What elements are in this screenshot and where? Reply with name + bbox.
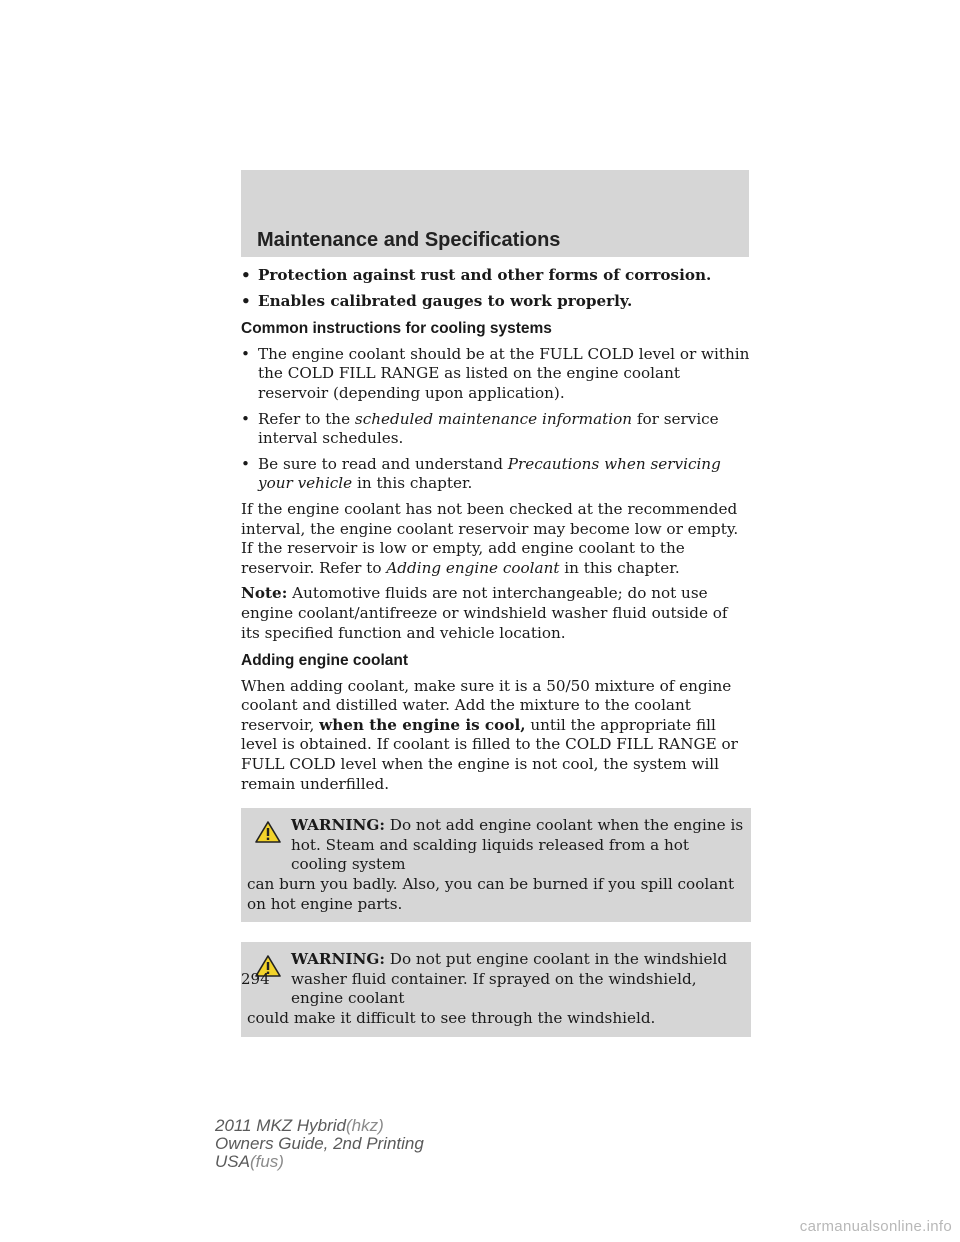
paragraph: When adding coolant, make sure it is a 50/50 mixture of engine coolant and distilled water. Add the mixture to the coolant reservoir, when the engine is cool, until the appropriate fill level is obtained. If coolant is filled to the COLD FILL RANGE or FULL COLD level when the engine is not cool, the system will remain underfilled. [241,676,738,793]
bullet-text: Enables calibrated gauges to work properly. [258,291,633,310]
warning-text: Do not put engine coolant in the windshield washer fluid container. If sprayed on the windshield, engine coolant [291,950,728,1008]
warning-label: WARNING: [291,950,385,969]
bullet-item: • Protection against rust and other forms of corrosion. [241,266,712,284]
emphasis: when the engine is cool, [319,715,526,734]
page-content [241,266,751,1037]
footer-printing: Owners Guide, 2nd Printing [215,1134,424,1153]
warning-triangle-icon [255,820,281,844]
page-number: 294 [241,970,270,988]
bullet-text: The engine coolant should be at the FULL COLD level or within the COLD FILL RANGE as listed on the engine coolant reservoir (depending upon application). [258,344,750,402]
subheading-adding-coolant: Adding engine coolant [241,652,409,670]
note-paragraph: Note: Automotive fluids are not interchangeable; do not use engine coolant/antifreeze or windshield washer fluid outside of its specified function and vehicle location. [241,584,728,642]
section-title: Maintenance and Specifications [257,229,561,251]
paragraph: If the engine coolant has not been checked at the recommended interval, the engine coolant reservoir may become low or empty. If the reservoir is low or empty, add engine coolant to the reservoir. Refer to Adding engine coolant in this chapter. [241,499,739,577]
warning-label: WARNING: [291,816,385,835]
warning-box [241,808,751,922]
cross-reference: scheduled maintenance information [354,409,633,428]
document-footer [215,1117,424,1171]
note-label: Note: [241,584,288,603]
warning-text-continued: can burn you badly. Also, you can be burned if you spill coolant on hot engine parts. [247,875,735,913]
warning-text-continued: could make it difficult to see through the windshield. [247,1009,656,1027]
bullet-item: • The engine coolant should be at the FULL COLD level or within the COLD FILL RANGE as listed on the engine coolant reservoir (depending upon application). [241,344,750,402]
bullet-item: • Enables calibrated gauges to work properly. [241,291,633,310]
footer-model-code: (hkz) [346,1116,384,1135]
footer-market: USA [215,1152,250,1171]
footer-market-code: (fus) [249,1152,284,1171]
bullet-text: Protection against rust and other forms of corrosion. [258,266,712,284]
cross-reference: Precautions when servicing your vehicle [258,454,721,493]
warning-box [241,942,751,1036]
warning-text: Do not add engine coolant when the engine is hot. Steam and scalding liquids released from a hot cooling system [291,816,744,874]
bullet-item: • Be sure to read and understand Precautions when servicing your vehicle in this chapter. [241,454,721,493]
subheading-cooling-systems: Common instructions for cooling systems [241,320,552,338]
footer-model: 2011 MKZ Hybrid [215,1116,347,1135]
cross-reference: Adding engine coolant [386,558,560,577]
bullet-item: • Refer to the scheduled maintenance information for service interval schedules. [241,409,719,448]
watermark: carmanualsonline.info [799,1218,952,1235]
